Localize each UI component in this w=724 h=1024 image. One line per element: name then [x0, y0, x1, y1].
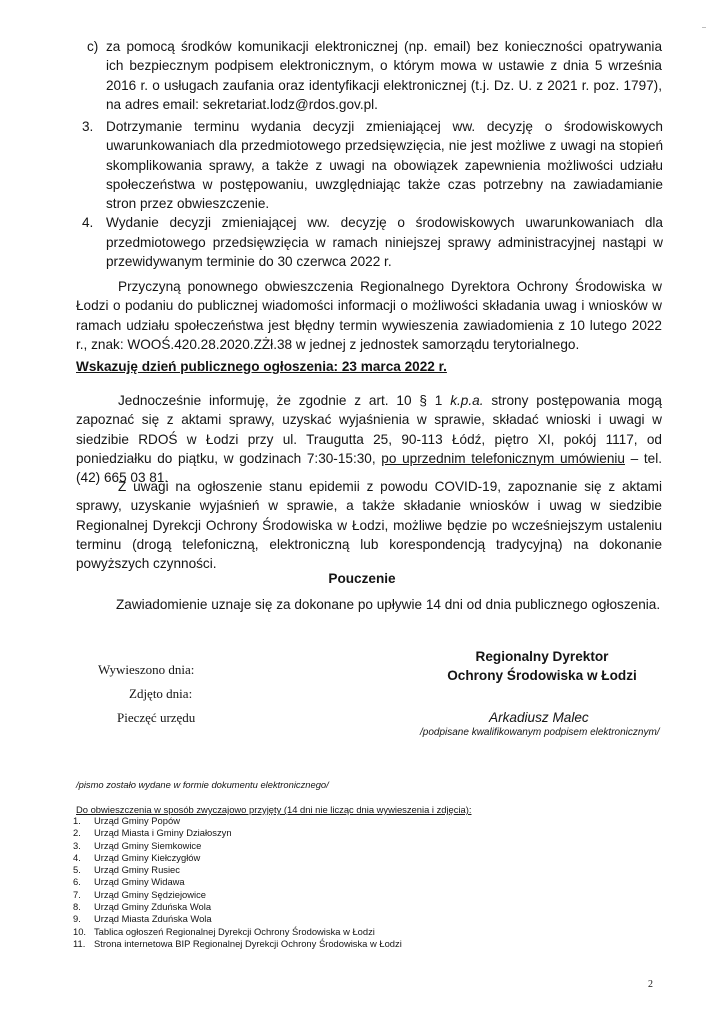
covid-paragraph: Z uwagi na ogłoszenie stanu epidemii z powodu COVID-19, zapoznanie się z aktami sprawy, uzyskanie wyjaśnień w sprawie, a także składanie wniosków i uwag w siedzibie Regionalnej Dyrekcji Ochrony Środowiska w Łodzi, możliwe będzie po wcześniejszym ustaleniu terminu (drogą telefoniczną, elektroniczną lub korespondencją tradycyjną) na dokonanie powyższych czynności. [76, 479, 662, 572]
list-marker: c) [87, 39, 99, 54]
distribution-text: Urząd Miasta Zduńska Wola [94, 913, 212, 925]
info-text: strony postępowania mogą zapoznać się z aktami sprawy, uzyskać wyjaśnienia w sprawie, składać wnioski i uwagi w siedzibie RDOŚ w Łodzi przy ul. Traugutta 25, 90-113 Łódź, piętro XI, pokój 1117, od poniedziałku do piątku, w godzinach 7:30-15:30, [76, 393, 662, 466]
distribution-number: 1. [73, 815, 81, 826]
list-item-text: za pomocą środków komunikacji elektronicznej (np. email) bez konieczności opatrywania ich bezpiecznym podpisem elektronicznym, o którym mowa w ustawie z dnia 5 września 2016 r. o usługach zaufania oraz identyfikacji elektronicznej (t.j. Dz. U. z 2021 r. poz. 1797), na adres email: sekretariat.lodz@rdos.gov.pl. [106, 39, 662, 112]
stamp-seal-label: Pieczęć urzędu [117, 710, 196, 725]
list-item [82, 117, 663, 213]
list-number: 4. [82, 215, 94, 231]
list-item-c [87, 37, 662, 114]
pouczenie-heading: Pouczenie [328, 571, 396, 586]
page-number: 2 [648, 979, 653, 990]
distribution-number: 3. [73, 839, 81, 851]
list-number: 3. [82, 119, 94, 134]
distribution-text: Urząd Gminy Kiełczygłów [94, 851, 201, 863]
distribution-item [73, 901, 402, 913]
distribution-item [73, 913, 402, 925]
distribution-number: 11. [73, 937, 86, 949]
phone-text: – tel. (42) 665 03 81. [76, 450, 662, 486]
list-item [82, 213, 663, 271]
signatory-name: Arkadiusz Malec [489, 710, 589, 725]
distribution-item [73, 876, 402, 888]
distribution-item [73, 937, 402, 950]
list-item-text: Dotrzymanie terminu wydania decyzji zmieniającej ww. decyzję o środowiskowych uwarunkowaniach dla przedmiotowego przedsięwzięcia, nie jest możliwe z uwagi na stopień skomplikowania sprawy, a także z uwagi na obowiązek zapewnienia możliwości udziału społeczeństwa w postępowaniu, uwzględniając także czas potrzebny na zawiadamianie stron przez obwieszczenie. [106, 119, 663, 212]
distribution-item [73, 888, 402, 901]
numbered-list [82, 117, 663, 271]
distribution-number: 8. [73, 901, 81, 913]
signatory-title-line: Ochrony Środowiska w Łodzi [447, 668, 637, 683]
distribution-text: Urząd Gminy Rusiec [94, 864, 180, 876]
distribution-list [73, 815, 402, 950]
reason-paragraph: Przyczyną ponownego obwieszczenia Regionalnego Dyrektora Ochrony Środowiska w Łodzi o podaniu do publicznej wiadomości informacji o możliwości składania uwag i wniosków w ramach udziału społeczeństwa jest błędny termin wywieszenia zawiadomienia z 10 lutego 2022 r., znak: WOOŚ.420.28.2020.ZŻł.38 w jednej z jednostek samorządu terytorialnego. [76, 279, 662, 352]
signature-note: /podpisane kwalifikowanym podpisem elektronicznym/ [420, 727, 660, 738]
list-item-text: Wydanie decyzji zmieniającej ww. decyzję o środowiskowych uwarunkowaniach dla przedmiotowego przedsięwzięcia w ramach niniejszej sprawy administracyjnej nastąpi w przewidywanym terminie do 30 czerwca 2022 r. [106, 215, 663, 270]
distribution-text: Tablica ogłoszeń Regionalnej Dyrekcji Ochrony Środowiska w Łodzi [94, 925, 375, 937]
distribution-item [73, 864, 402, 876]
public-notice-date: Wskazuję dzień publicznego ogłoszenia: 23 marca 2022 r. [76, 359, 447, 374]
document-note: /pismo zostało wydane w formie dokumentu elektronicznego/ [76, 779, 329, 790]
distribution-text: Strona internetowa BIP Regionalnej Dyrekcji Ochrony Środowiska w Łodzi [94, 937, 402, 949]
signatory-title-line: Regionalny Dyrektor [475, 649, 609, 664]
distribution-text: Urząd Gminy Sędziejowice [94, 888, 207, 900]
kpa-abbrev: k.p.a. [450, 393, 484, 408]
info-text: Jednocześnie informuję, że zgodnie z art. 10 § 1 [118, 393, 451, 408]
scan-mark [702, 27, 706, 28]
appointment-note: po uprzednim telefonicznym umówieniu [381, 450, 625, 466]
distribution-number: 4. [73, 851, 81, 863]
stamp-removed-label: Zdjęto dnia: [129, 686, 193, 701]
distribution-text: Urząd Gminy Zduńska Wola [94, 901, 212, 913]
distribution-text: Urząd Gminy Siemkowice [94, 839, 202, 851]
distribution-number: 2. [73, 827, 81, 839]
distribution-text: Urząd Gminy Popów [94, 815, 180, 826]
distribution-item [73, 925, 402, 938]
distribution-item [73, 839, 402, 852]
distribution-item [73, 851, 402, 864]
signatory-title [432, 647, 652, 685]
stamp-posted-label: Wywieszono dnia: [98, 662, 195, 677]
distribution-number: 7. [73, 888, 81, 900]
distribution-item [73, 827, 402, 839]
distribution-text: Urząd Gminy Widawa [94, 876, 185, 888]
distribution-number: 10. [73, 925, 87, 937]
distribution-header: Do obwieszczenia w sposób zwyczajowo przyjęty (14 dni nie licząc dnia wywieszenia i zdjęcia): [76, 804, 472, 815]
pouczenie-text: Zawiadomienie uznaje się za dokonane po upływie 14 dni od dnia publicznego ogłoszenia. [116, 597, 661, 612]
distribution-number: 6. [73, 876, 81, 888]
distribution-item [73, 815, 402, 827]
info-paragraph [76, 391, 662, 487]
distribution-text: Urząd Miasta i Gminy Działoszyn [94, 827, 232, 839]
distribution-number: 5. [73, 864, 81, 876]
distribution-number: 9. [73, 913, 81, 925]
